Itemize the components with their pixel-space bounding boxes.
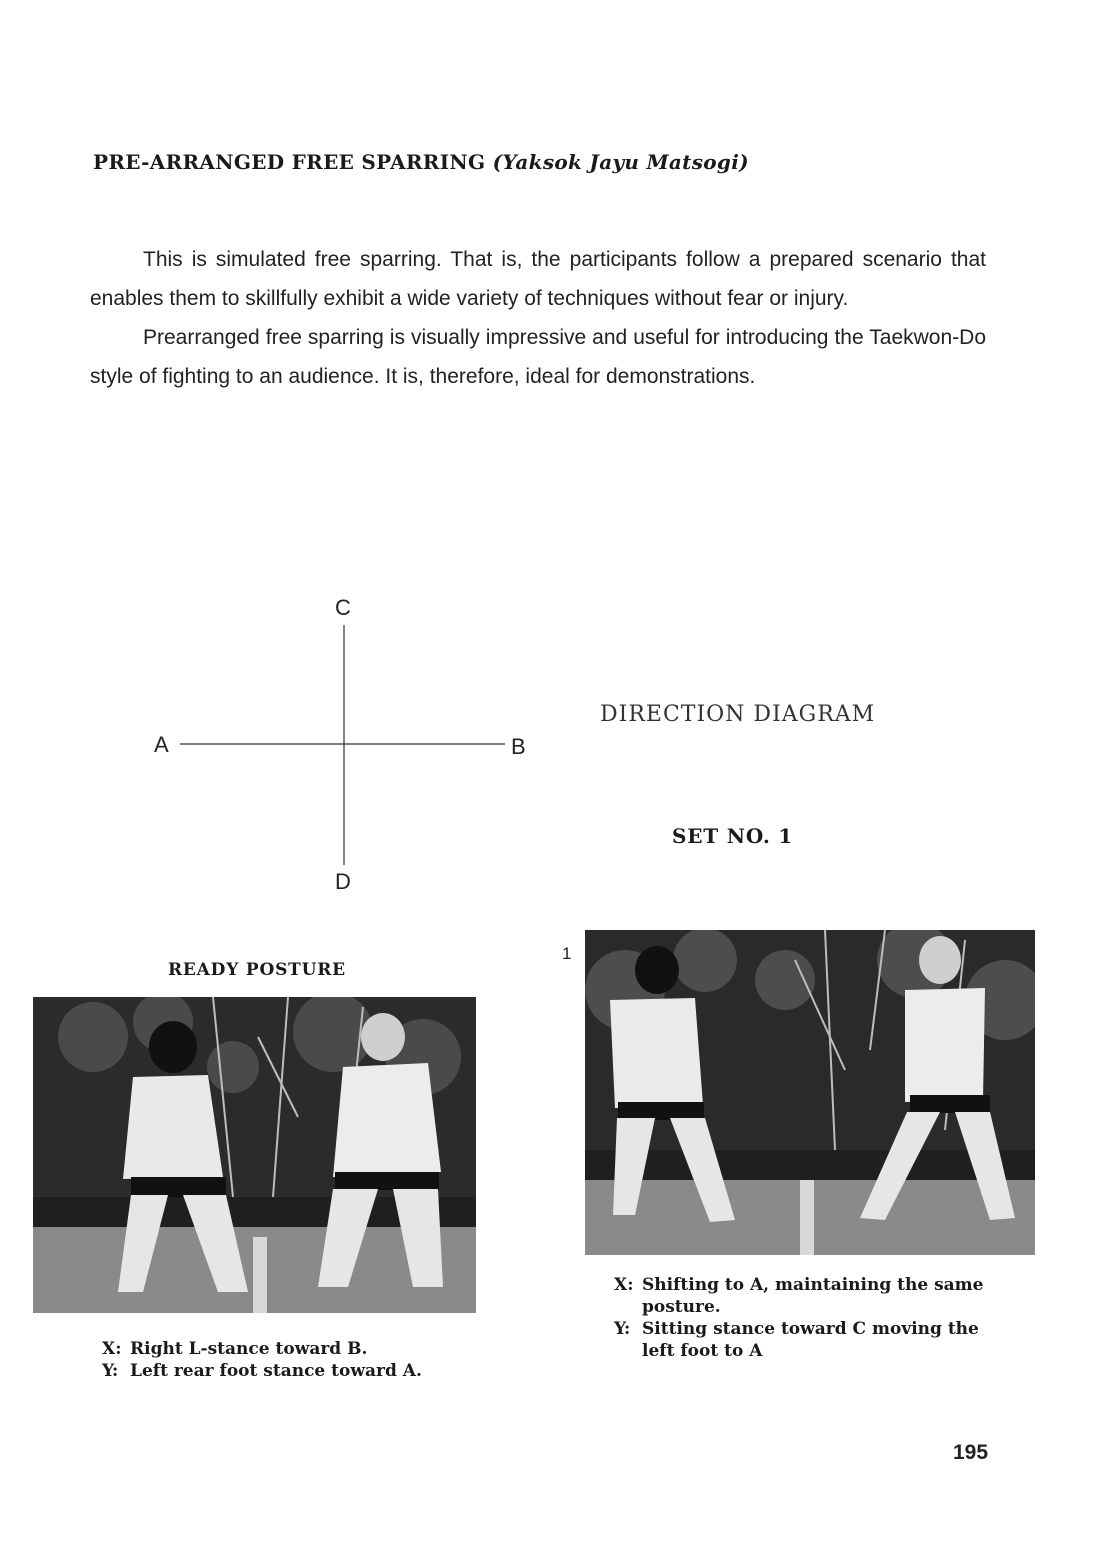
set-title: SET NO. 1 xyxy=(672,824,794,848)
intro-paragraph: Prearranged free sparring is visually impressive and useful for introducing the Taekwon-Do style of fighting to an audience. It is, therefore, ideal for demonstrations. xyxy=(90,326,986,388)
page-heading xyxy=(93,150,749,174)
heading-alt-title: (Yaksok Jayu Matsogi) xyxy=(492,150,749,174)
step-1-caption xyxy=(614,1274,1014,1362)
step-number: 1 xyxy=(562,944,572,963)
step-1-photo xyxy=(585,930,1035,1255)
ready-posture-label: READY POSTURE xyxy=(168,960,346,980)
caption-text: Left rear foot stance toward A. xyxy=(130,1361,422,1381)
direction-label-b: B xyxy=(511,734,526,759)
ready-posture-caption xyxy=(102,1338,462,1382)
page-number: 195 xyxy=(953,1441,989,1464)
intro-paragraph: This is simulated free sparring. That is, the participants follow a prepared scenario that enables them to skillfully exhibit a wide variety of techniques without fear or injury. xyxy=(90,248,986,310)
caption-key: X: xyxy=(102,1339,122,1359)
caption-text: Right L-stance toward B. xyxy=(130,1339,368,1359)
caption-text: Sitting stance toward C moving the left foot to A xyxy=(642,1319,979,1361)
caption-line xyxy=(614,1274,1014,1318)
direction-label-a: A xyxy=(154,732,169,757)
caption-line xyxy=(614,1318,1014,1362)
direction-label-d: D xyxy=(335,869,351,894)
step-1-illustration xyxy=(585,930,1035,1255)
caption-line xyxy=(102,1338,462,1360)
caption-key: X: xyxy=(614,1275,634,1295)
direction-diagram xyxy=(150,595,540,895)
ready-posture-photo xyxy=(33,997,476,1313)
intro-text xyxy=(90,240,986,396)
direction-cross xyxy=(150,595,540,895)
caption-key: Y: xyxy=(614,1319,631,1339)
direction-label-c: C xyxy=(335,595,351,620)
ready-posture-illustration xyxy=(33,997,476,1313)
diagram-title: DIRECTION DIAGRAM xyxy=(600,702,876,727)
heading-title: PRE-ARRANGED FREE SPARRING xyxy=(93,150,486,174)
caption-line xyxy=(102,1360,462,1382)
caption-text: Shifting to A, maintaining the same posture. xyxy=(642,1275,984,1317)
caption-key: Y: xyxy=(102,1361,119,1381)
